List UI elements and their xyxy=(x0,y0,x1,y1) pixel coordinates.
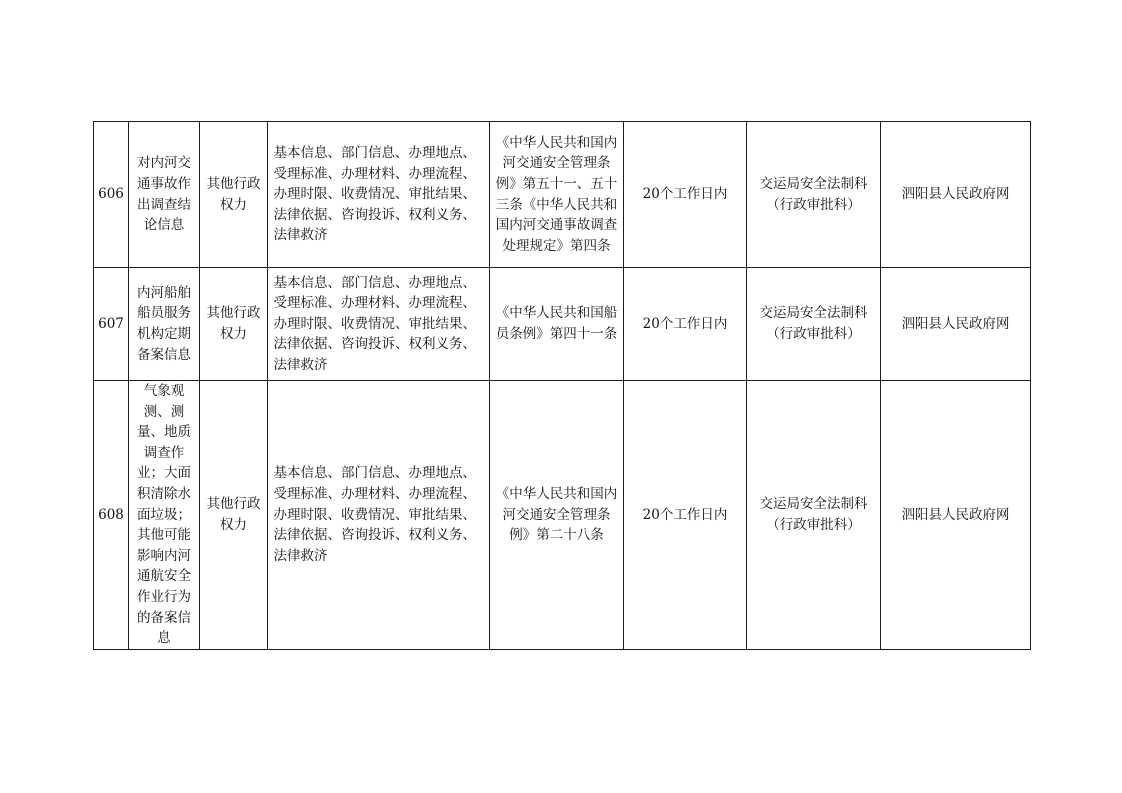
department: 交运局安全法制科（行政审批科） xyxy=(759,305,868,342)
legal-basis: 《中华人民共和国船员条例》第四十一条 xyxy=(495,305,618,342)
power-type-cell xyxy=(200,381,268,650)
power-type-cell xyxy=(200,122,268,268)
disclosure-content: 基本信息、部门信息、办理地点、受理标准、办理材料、办理流程、办理时限、收费情况、审批结果、法律依据、咨询投诉、权利义务、法律救济 xyxy=(273,465,476,564)
time-limit-cell xyxy=(624,122,747,268)
channel-cell xyxy=(881,381,1031,650)
time-limit: 20个工作日内 xyxy=(642,186,728,203)
legal-basis-cell xyxy=(490,122,624,268)
serial-number-cell xyxy=(94,381,129,650)
power-type-cell xyxy=(200,268,268,381)
item-name-cell xyxy=(129,381,200,650)
table-row xyxy=(94,268,1031,381)
table-row xyxy=(94,122,1031,268)
item-name: 对内河交通事故作出调查结论信息 xyxy=(137,155,191,234)
time-limit-cell xyxy=(624,268,747,381)
disclosure-channel: 泗阳县人民政府网 xyxy=(901,186,1010,203)
serial-number-cell xyxy=(94,268,129,381)
time-limit-cell xyxy=(624,381,747,650)
department-cell xyxy=(747,381,881,650)
disclosure-table xyxy=(93,121,1031,650)
disclosure-content-cell xyxy=(268,122,490,268)
serial-number-cell xyxy=(94,122,129,268)
disclosure-content: 基本信息、部门信息、办理地点、受理标准、办理材料、办理流程、办理时限、收费情况、审批结果、法律依据、咨询投诉、权利义务、法律救济 xyxy=(273,145,476,244)
department: 交运局安全法制科（行政审批科） xyxy=(759,496,868,533)
serial-number: 606 xyxy=(98,186,124,203)
channel-cell xyxy=(881,122,1031,268)
power-type: 其他行政权力 xyxy=(206,305,261,342)
department-cell xyxy=(747,268,881,381)
disclosure-channel: 泗阳县人民政府网 xyxy=(901,315,1010,332)
channel-cell xyxy=(881,268,1031,381)
item-name: 气象观测、测量、地质调查作业；大面积清除水面垃圾；其他可能影响内河通航安全作业行为的备案信息 xyxy=(137,383,191,647)
power-type: 其他行政权力 xyxy=(206,175,261,213)
serial-number: 607 xyxy=(98,315,124,332)
item-name-cell xyxy=(129,268,200,381)
legal-basis: 《中华人民共和国内河交通安全管理条例》第二十八条 xyxy=(495,485,618,544)
disclosure-content: 基本信息、部门信息、办理地点、受理标准、办理材料、办理流程、办理时限、收费情况、审批结果、法律依据、咨询投诉、权利义务、法律救济 xyxy=(273,274,476,373)
item-name-cell xyxy=(129,122,200,268)
legal-basis-cell xyxy=(490,381,624,650)
disclosure-channel: 泗阳县人民政府网 xyxy=(901,506,1010,523)
department-cell xyxy=(747,122,881,268)
legal-basis-cell xyxy=(490,268,624,381)
table-row xyxy=(94,381,1031,650)
item-name: 内河船舶船员服务机构定期备案信息 xyxy=(137,284,191,363)
legal-basis: 《中华人民共和国内河交通安全管理条例》第五十一、五十三条《中华人民共和国内河交通事故调查处理规定》第四条 xyxy=(495,134,618,254)
power-type: 其他行政权力 xyxy=(206,496,261,533)
department: 交运局安全法制科（行政审批科） xyxy=(759,175,868,213)
time-limit: 20个工作日内 xyxy=(642,506,728,523)
serial-number: 608 xyxy=(98,506,124,523)
disclosure-content-cell xyxy=(268,381,490,650)
disclosure-content-cell xyxy=(268,268,490,381)
time-limit: 20个工作日内 xyxy=(642,315,728,332)
